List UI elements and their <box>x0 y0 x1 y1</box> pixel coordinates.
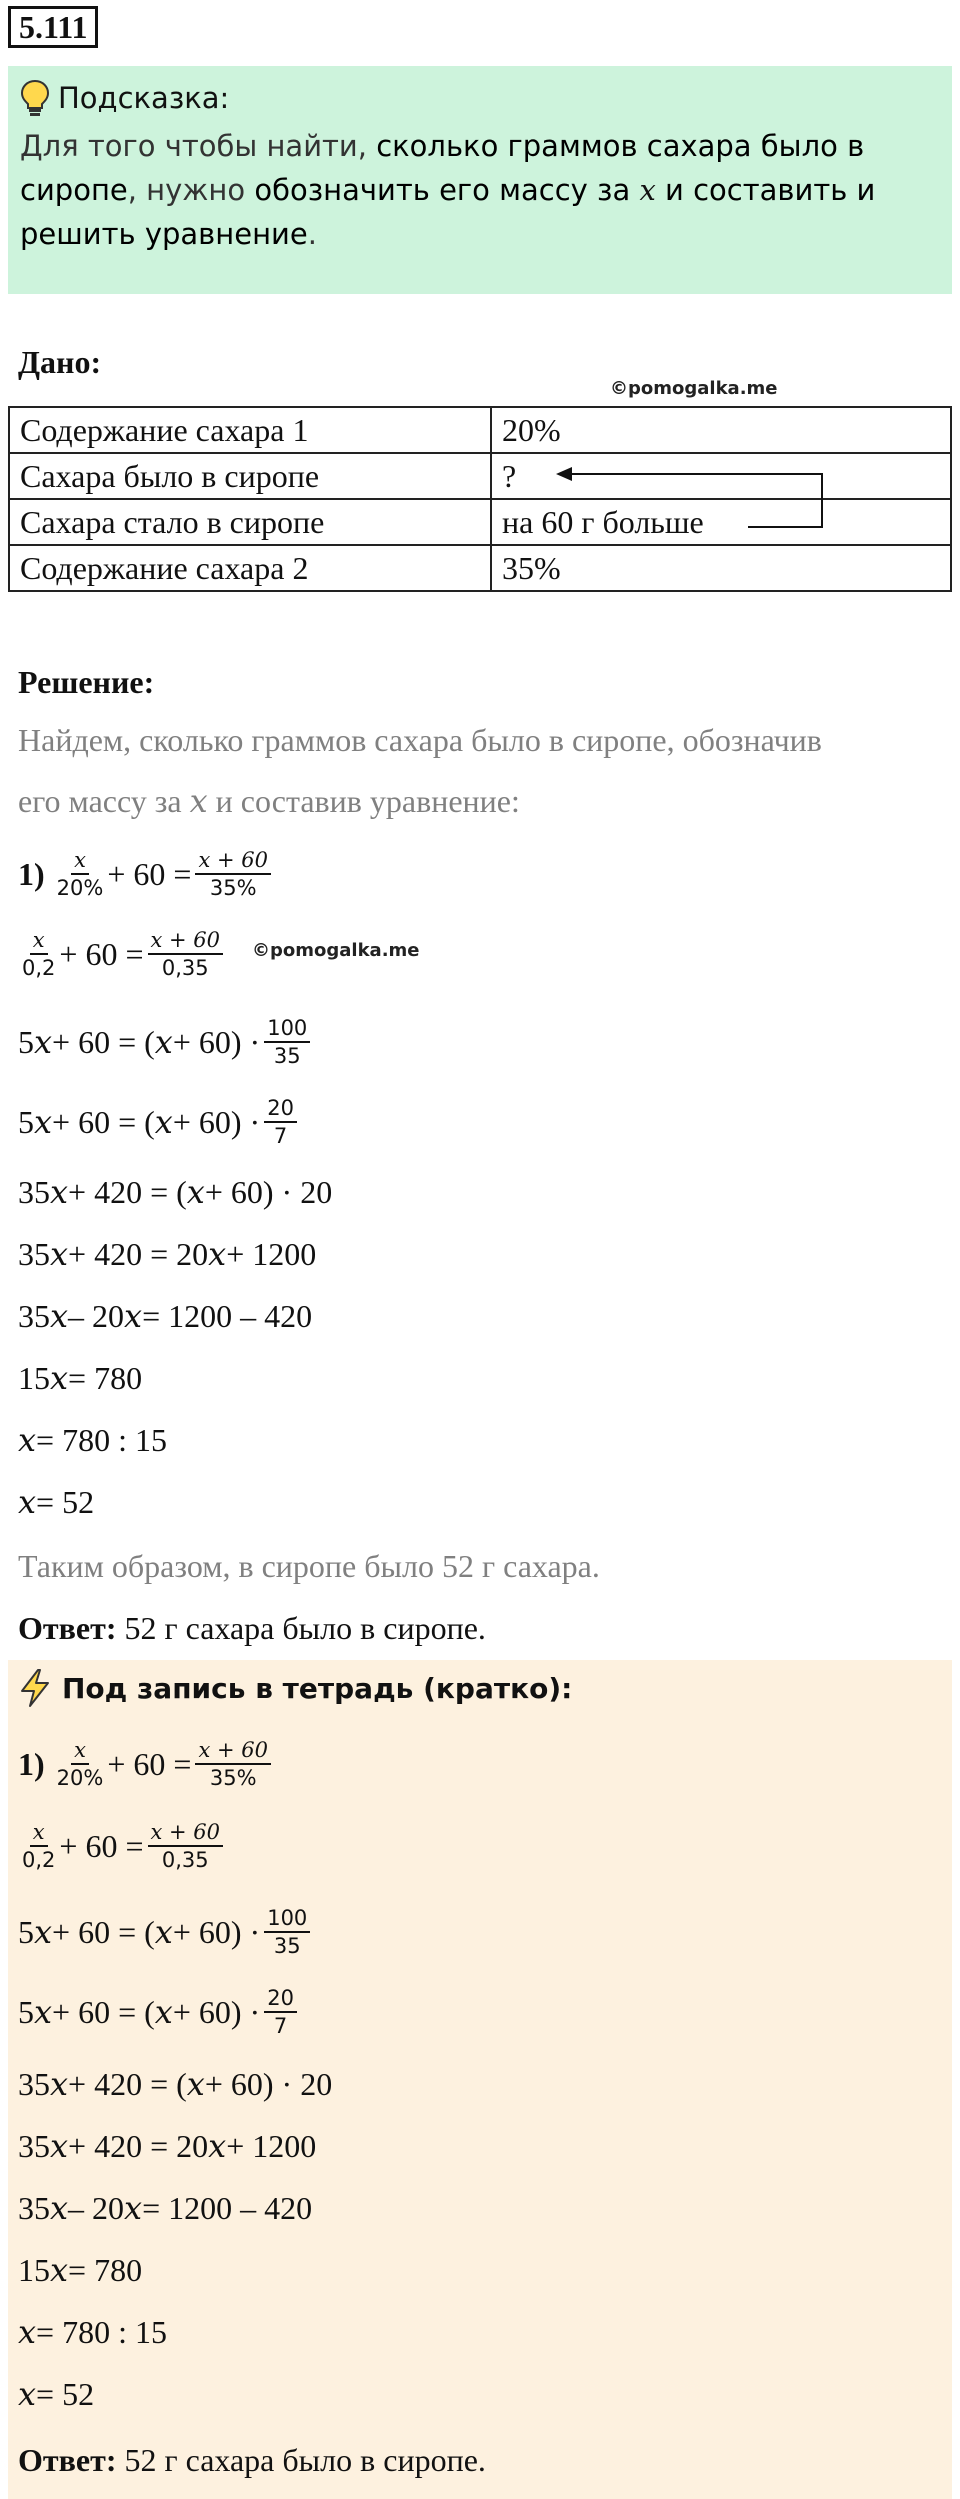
table-row: Сахара было в сиропе ? <box>9 453 951 499</box>
solution-intro-1: Найдем, сколько граммов сахара было в сиропе, обозначив <box>18 722 822 758</box>
table-row: Содержание сахара 2 35% <box>9 545 951 591</box>
table-row: Сахара стало в сиропе на 60 г больше <box>9 499 951 545</box>
equation-line: 15 x = 780 <box>18 1359 143 1397</box>
equation-line: 35 x – 20 x = 1200 – 420 <box>18 1297 313 1335</box>
hint-text: Для того чтобы найти, сколько граммов сахара было в сиропе, нужно обозначить его массу за x и составить и решить уравнение. <box>20 129 876 251</box>
equation-line: x = 52 <box>18 2375 95 2413</box>
equation-line: x = 780 : 15 <box>18 2313 167 2351</box>
solution-intro-2: его массу за x и составив уравнение: <box>18 782 520 820</box>
equation-line: 5 x + 60 = ( x + 60) · $\frac{20}{7}$ <box>18 1094 301 1150</box>
equation-line: 15 x = 780 <box>18 2251 143 2289</box>
equation-line: 35 x + 420 = 20 x + 1200 <box>18 2127 317 2165</box>
answer: Ответ: 52 г сахара было в сиропе. <box>18 1610 486 1646</box>
lightning-icon <box>18 1668 52 1708</box>
problem-number: 5.111 <box>8 6 98 48</box>
table-row: Содержание сахара 1 20% <box>9 407 951 453</box>
equation-line: 5 x + 60 = ( x + 60) · $\frac{100}{35}$ <box>18 1904 314 1960</box>
watermark: ©pomogalka.me <box>252 940 420 961</box>
relation-arrow <box>0 0 960 560</box>
hint-title: Подсказка: <box>58 81 230 115</box>
equation-line: x = 780 : 15 <box>18 1421 167 1459</box>
equation-line: $\frac{x}{0,2}$ + 60 = $\frac{x + 60}{0,35}$ <box>18 926 227 982</box>
equation-line: 35 x – 20 x = 1200 – 420 <box>18 2189 313 2227</box>
equation-line: x = 52 <box>18 1483 95 1521</box>
notebook-answer: Ответ: 52 г сахара было в сиропе. <box>18 2442 486 2478</box>
equation-line: 5 x + 60 = ( x + 60) · $\frac{100}{35}$ <box>18 1014 314 1070</box>
given-label: Дано: <box>18 344 102 380</box>
equation-line: 1) $\frac{x}{20\%}$ + 60 = $\frac{x + 60}{35\%}$ <box>18 1736 275 1792</box>
equation-line: 5 x + 60 = ( x + 60) · $\frac{20}{7}$ <box>18 1984 301 2040</box>
equation-line: 1) $\frac{x}{20\%}$ + 60 = $\frac{x + 60}{35\%}$ <box>18 846 275 902</box>
notebook-header <box>18 1668 572 1708</box>
equation-line: 35 x + 420 = ( x + 60) · 20 <box>18 1173 333 1211</box>
solution-label: Решение: <box>18 664 155 700</box>
watermark: ©pomogalka.me <box>610 378 778 399</box>
equation-line: 35 x + 420 = 20 x + 1200 <box>18 1235 317 1273</box>
notebook-title: Под запись в тетрадь (кратко): <box>62 1671 573 1705</box>
equation-line: $\frac{x}{0,2}$ + 60 = $\frac{x + 60}{0,35}$ <box>18 1818 227 1874</box>
conclusion: Таким образом, в сиропе было 52 г сахара. <box>18 1548 600 1584</box>
equation-line: 35 x + 420 = ( x + 60) · 20 <box>18 2065 333 2103</box>
